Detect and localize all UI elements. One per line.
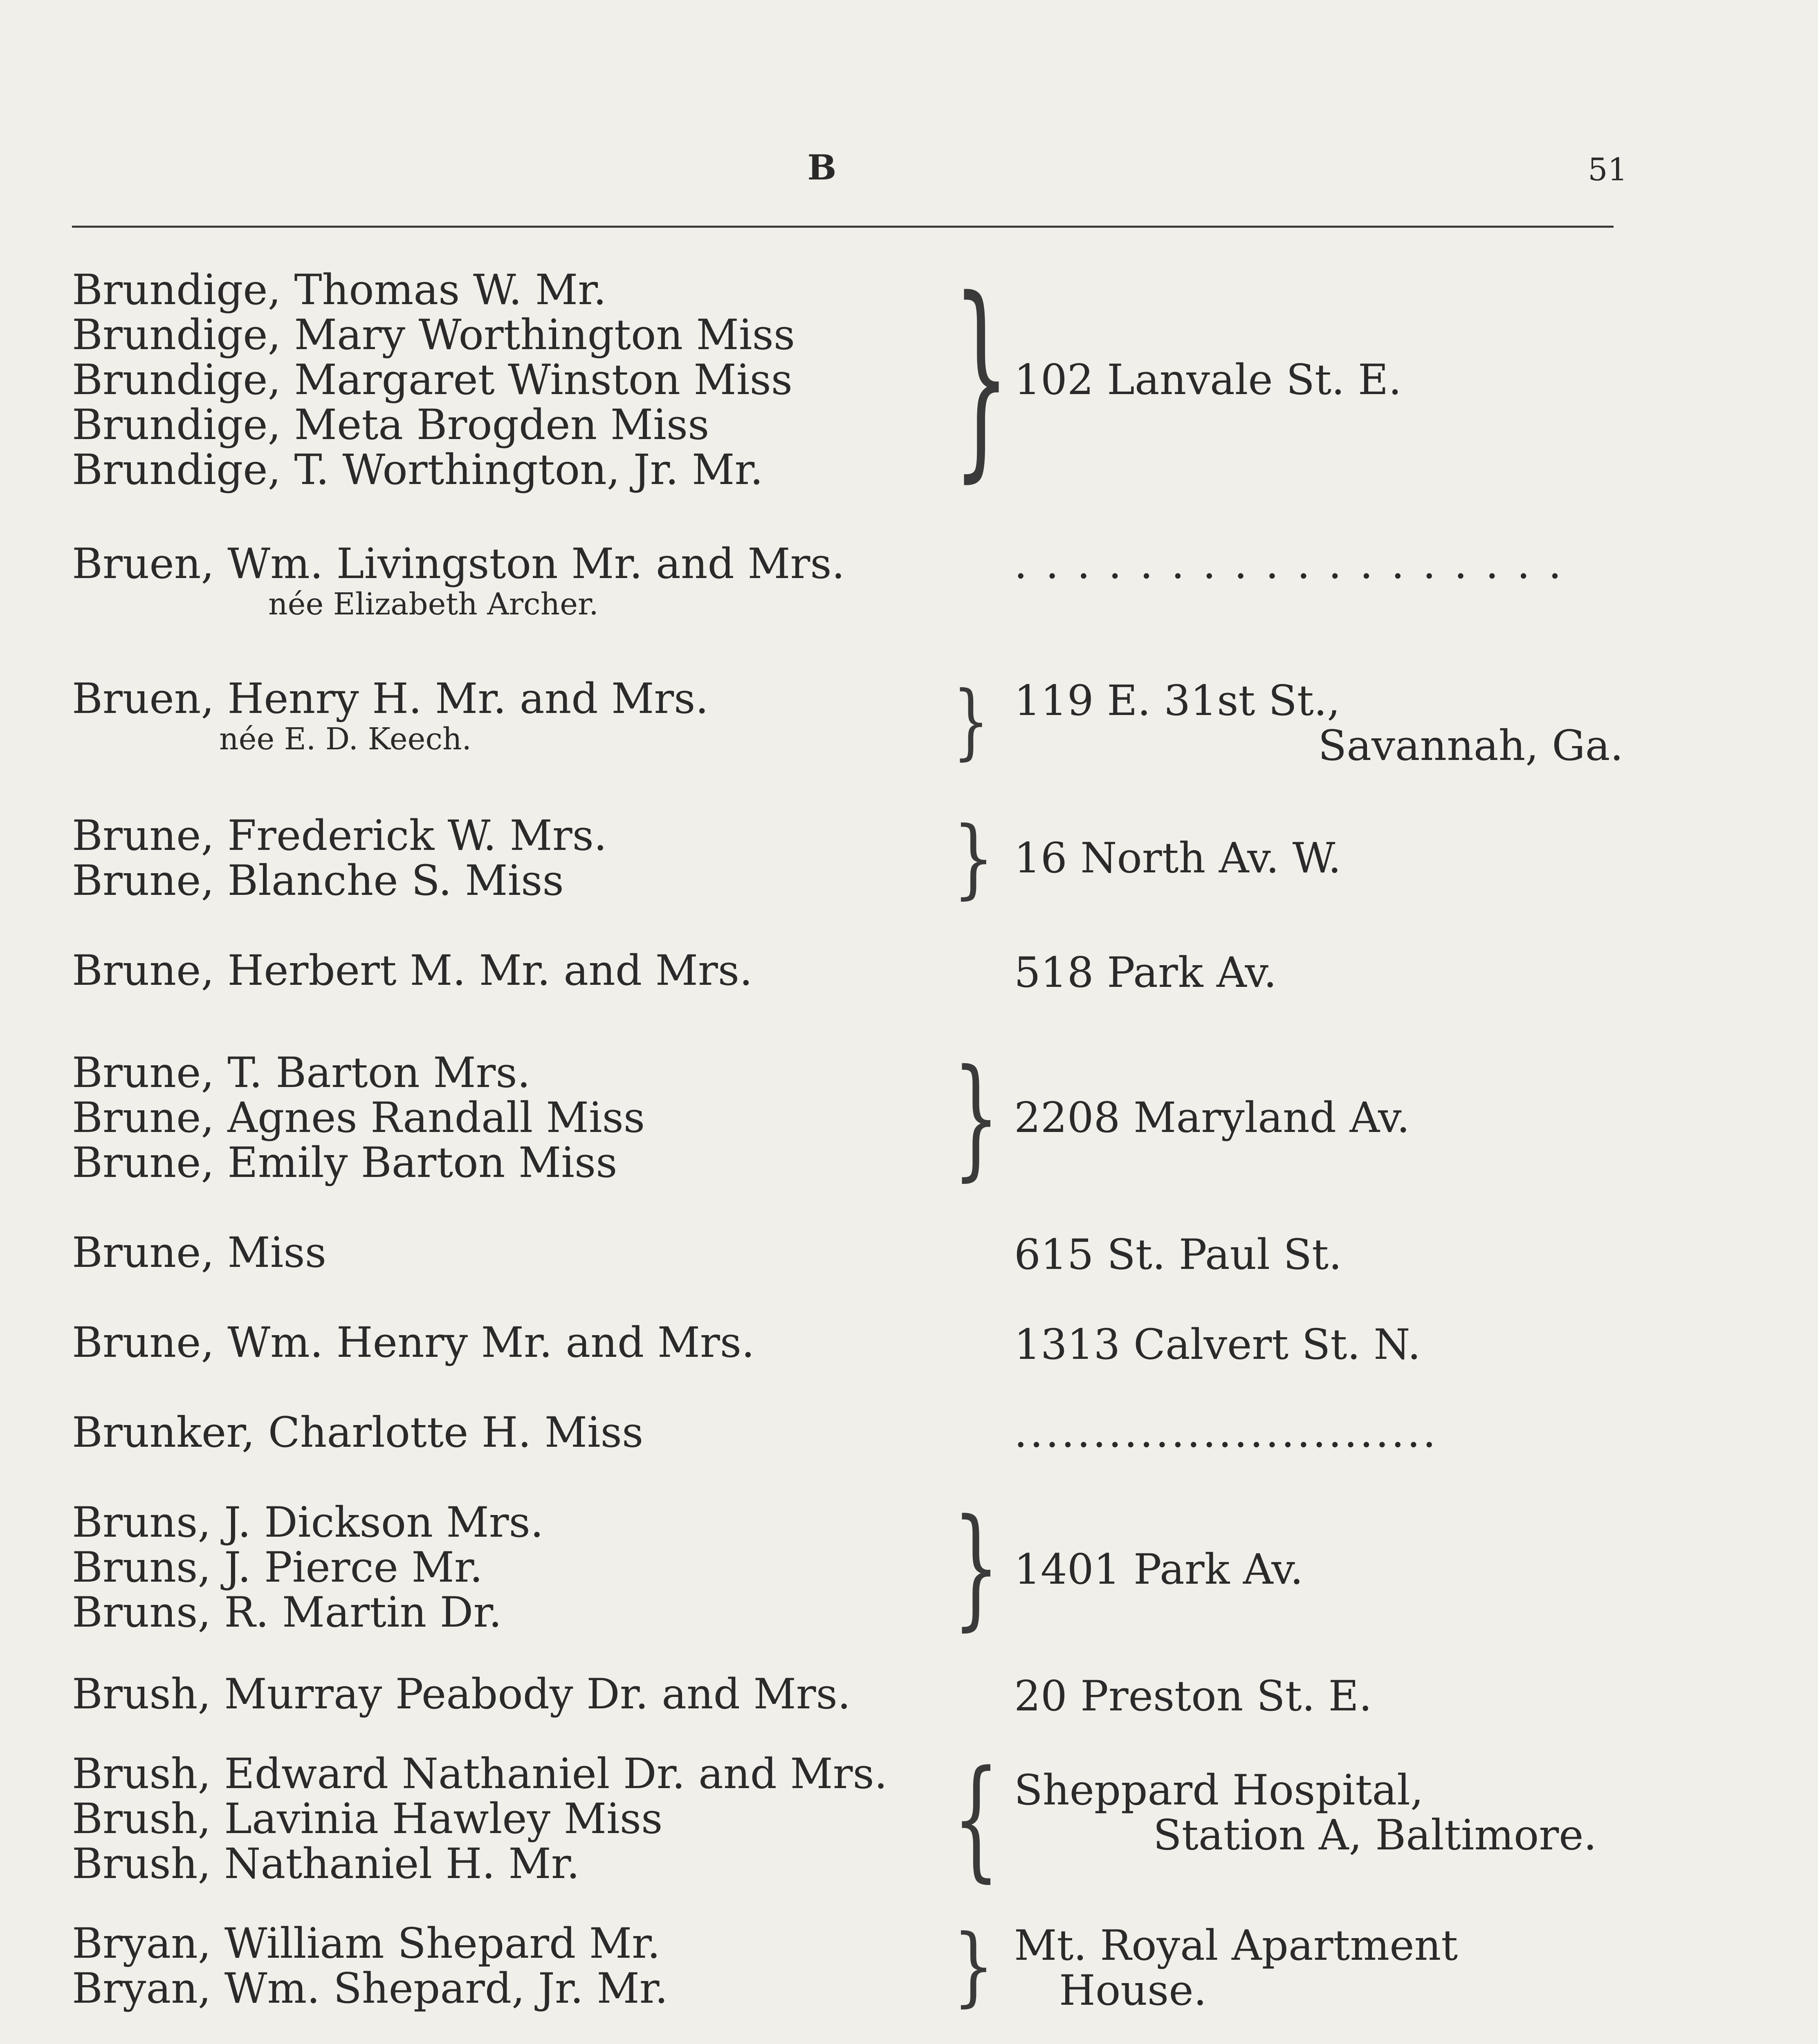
entry-nee: née Elizabeth Archer. xyxy=(268,587,599,622)
entry-address: Sheppard Hospital, xyxy=(1014,1766,1424,1815)
entry-address: 16 North Av. W. xyxy=(1014,834,1342,883)
entry-address: . . . . . . . . . . . . . . . . . . xyxy=(1014,542,1564,587)
entry-name: Brune, Herbert M. Mr. and Mrs. xyxy=(72,946,753,995)
entry-name: Bruns, R. Martin Dr. xyxy=(72,1588,502,1637)
brace-icon: } xyxy=(953,1041,1000,1194)
entry-name: Brush, Lavinia Hawley Miss xyxy=(72,1795,663,1843)
entry-name: Brundige, Margaret Winston Miss xyxy=(72,356,793,404)
section-letter: B xyxy=(807,147,837,188)
entry-name: Brush, Edward Nathaniel Dr. and Mrs. xyxy=(72,1750,888,1798)
brace-icon: { xyxy=(953,1742,1000,1895)
entry-address: ........................... xyxy=(1014,1410,1439,1455)
entry-name: Brush, Murray Peabody Dr. and Mrs. xyxy=(72,1670,851,1719)
brace-icon: } xyxy=(953,808,994,908)
entry-name: Brunker, Charlotte H. Miss xyxy=(72,1408,644,1457)
entry-name: Bruns, J. Pierce Mr. xyxy=(72,1543,483,1592)
entry-nee: née E. D. Keech. xyxy=(219,722,472,757)
entry-name: Bryan, William Shepard Mr. xyxy=(72,1919,661,1968)
entry-address: 102 Lanvale St. E. xyxy=(1014,356,1402,404)
entry-name: Brune, Agnes Randall Miss xyxy=(72,1094,645,1142)
entry-name: Brune, T. Barton Mrs. xyxy=(72,1049,531,1097)
brace-icon: } xyxy=(953,1490,1000,1644)
entry-address: House. xyxy=(1059,1966,1207,2015)
entry-name: Bruen, Henry H. Mr. and Mrs. xyxy=(72,675,709,723)
entry-name: Brush, Nathaniel H. Mr. xyxy=(72,1840,580,1888)
brace-icon: } xyxy=(953,673,990,769)
entry-name: Brundige, T. Worthington, Jr. Mr. xyxy=(72,446,763,494)
entry-name: Brundige, Thomas W. Mr. xyxy=(72,266,607,314)
entry-address: 20 Preston St. E. xyxy=(1014,1672,1372,1721)
entry-name: Brune, Miss xyxy=(72,1228,327,1277)
entry-name: Bruen, Wm. Livingston Mr. and Mrs. xyxy=(72,540,845,588)
entry-address: Savannah, Ga. xyxy=(1318,722,1623,770)
entry-name: Brune, Wm. Henry Mr. and Mrs. xyxy=(72,1318,755,1367)
entry-name: Brune, Frederick W. Mrs. xyxy=(72,811,607,860)
entry-address: 1401 Park Av. xyxy=(1014,1545,1304,1594)
entry-address: Mt. Royal Apartment xyxy=(1014,1921,1458,1970)
brace-icon: } xyxy=(953,253,1010,502)
entry-name: Brundige, Mary Worthington Miss xyxy=(72,311,795,359)
entry-name: Brundige, Meta Brogden Miss xyxy=(72,401,709,449)
brace-icon: } xyxy=(953,1916,994,2016)
entry-name: Bruns, J. Dickson Mrs. xyxy=(72,1498,544,1547)
entry-address: 119 E. 31st St., xyxy=(1014,677,1340,725)
entry-address: 615 St. Paul St. xyxy=(1014,1230,1342,1279)
entry-name: Brune, Emily Barton Miss xyxy=(72,1139,617,1187)
entry-address: 2208 Maryland Av. xyxy=(1014,1094,1410,1142)
entry-address: 518 Park Av. xyxy=(1014,948,1277,997)
entry-address: 1313 Calvert St. N. xyxy=(1014,1320,1421,1369)
page-number: 51 xyxy=(1588,151,1627,188)
entry-name: Bryan, Wm. Shepard, Jr. Mr. xyxy=(72,1964,668,2013)
entry-name: Brune, Blanche S. Miss xyxy=(72,856,564,905)
entry-address: Station A, Baltimore. xyxy=(1153,1811,1597,1860)
header-rule xyxy=(72,226,1614,228)
